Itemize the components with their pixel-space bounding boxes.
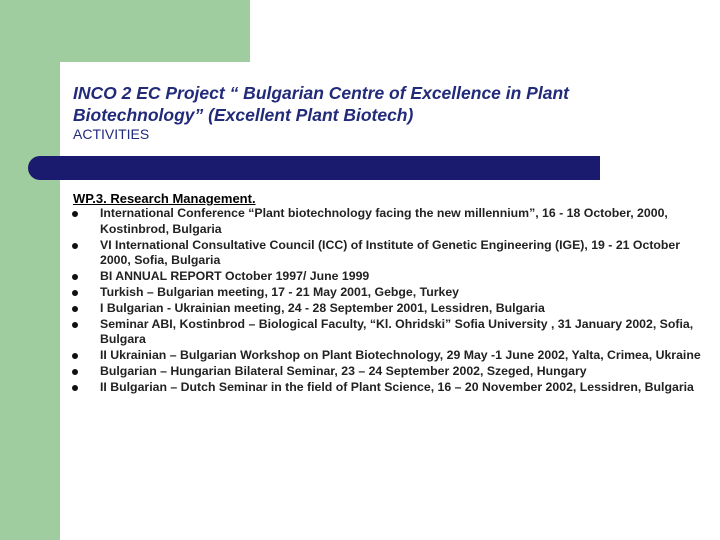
list-item [70,364,710,380]
bullet-icon [72,385,78,391]
bullet-icon [72,353,78,359]
list-item-text: BI ANNUAL REPORT October 1997/ June 1999 [100,269,370,284]
list-item [70,380,710,396]
activities-list [70,206,710,396]
list-item [70,285,710,301]
section-heading: WP.3. Research Management. [73,191,256,206]
list-item [70,348,710,364]
list-item [70,206,710,238]
slide-subtitle: ACTIVITIES [73,126,150,142]
list-item-text: VI International Consultative Council (ICC) of Institute of Genetic Engineering (IGE), 19 - 21 October 2000, Sofia, Bulgaria [100,237,681,268]
list-item-text: Bulgarian – Hungarian Bilateral Seminar, 23 – 24 September 2002, Szeged, Hungary [100,363,587,378]
list-item-text: II Ukrainian – Bulgarian Workshop on Plant Biotechnology, 29 May -1 June 2002, Yalta, Crimea, Ukraine [100,348,701,363]
decorative-green-block [0,0,250,62]
bullet-icon [72,274,78,280]
list-item [70,317,710,349]
bullet-icon [72,211,78,217]
slide-title: INCO 2 EC Project “ Bulgarian Centre of Excellence in Plant Biotechnology” (Excellent Plant Biotech) [73,83,569,125]
decorative-navy-bar [28,156,600,180]
list-item-text: International Conference “Plant biotechnology facing the new millennium”, 16 - 18 October, 2000, Kostinbrod, Bulgaria [100,206,668,236]
bullet-icon [72,322,78,328]
list-item-text: I Bulgarian - Ukrainian meeting, 24 - 28 September 2001, Lessidren, Bulgaria [100,300,545,315]
bullet-icon [72,290,78,296]
list-item-text: II Bulgarian – Dutch Seminar in the field of Plant Science, 16 – 20 November 2002, Lessidren, Bulgaria [100,379,694,394]
bullet-icon [72,369,78,375]
list-item-text: Seminar ABI, Kostinbrod – Biological Faculty, “Kl. Ohridski” Sofia University , 31 January 2002, Sofia, Bulgara [100,316,694,347]
decorative-green-sidebar [0,62,60,540]
list-item [70,269,710,285]
list-item [70,238,710,270]
list-item [70,301,710,317]
list-item-text: Turkish – Bulgarian meeting, 17 - 21 May 2001, Gebge, Turkey [100,284,460,299]
bullet-icon [72,243,78,249]
bullet-icon [72,306,78,312]
